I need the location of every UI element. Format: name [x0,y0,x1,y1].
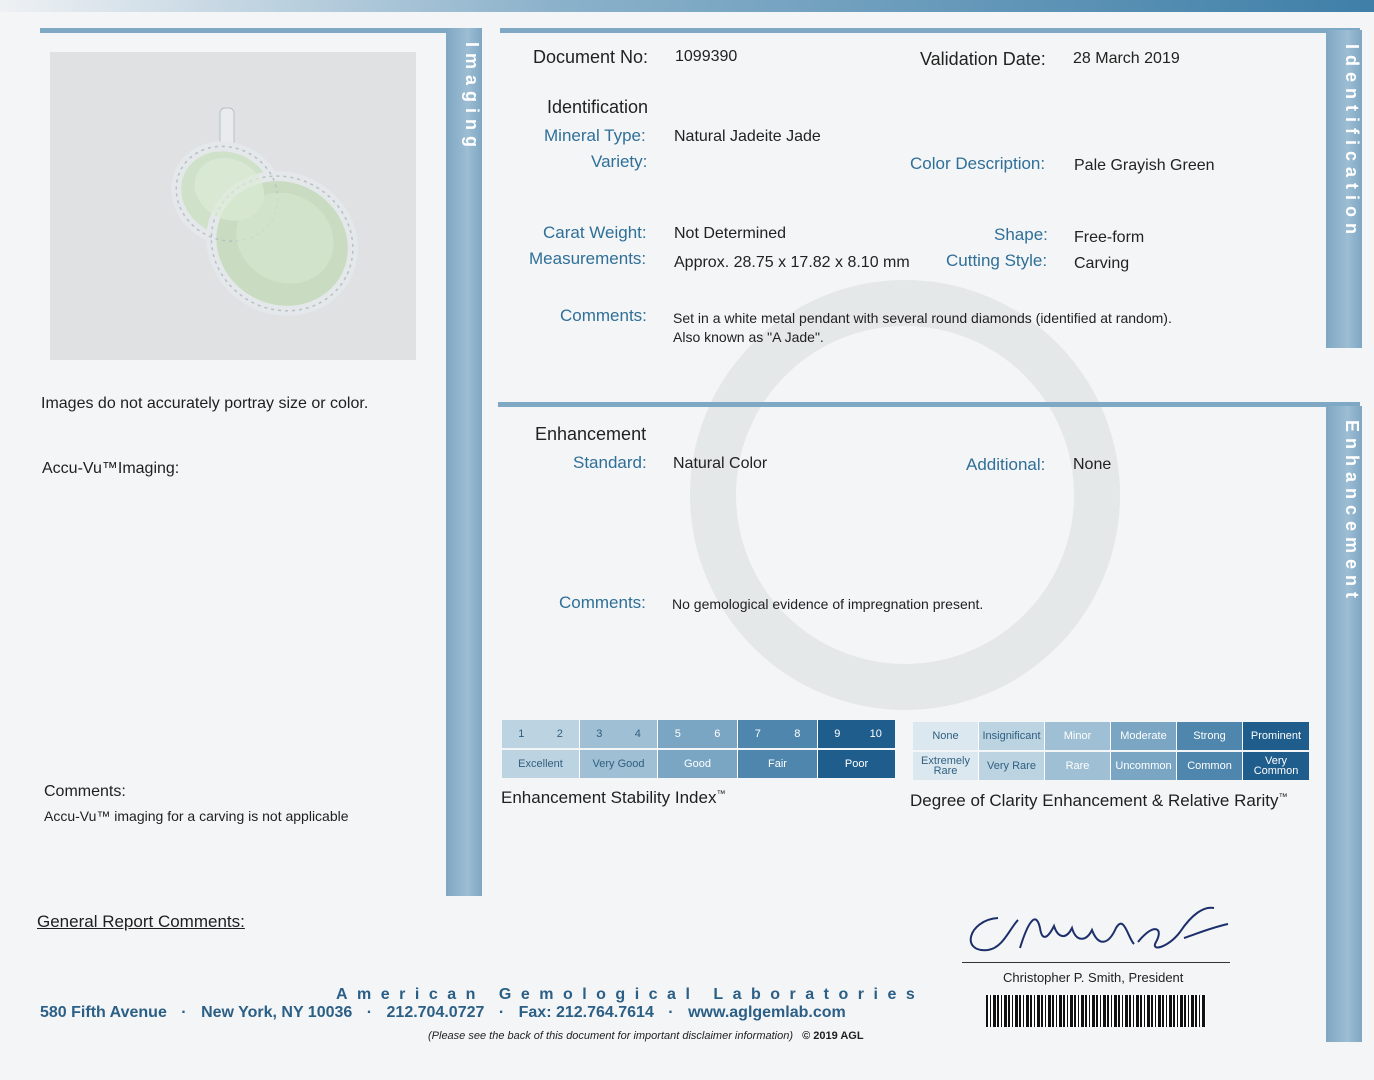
stability-number: 6 [714,728,721,740]
stability-grade: Poor [818,750,895,778]
identification-panel-top-rule [500,28,1360,33]
color-description-label: Color Description: [910,154,1046,173]
stability-number: 1 [518,728,525,740]
shape-label: Shape: [994,225,1048,244]
identification-comments-label: Comments: [560,306,647,325]
signatory-name: Christopher P. Smith, President [1003,970,1184,985]
contact-line: 580 Fifth Avenue · New York, NY 10036 · 212.704.0727 · Fax: 212.764.7614 · www.aglgemlab.com [40,1004,846,1021]
imaging-tab-label: Imaging [462,42,482,154]
clarity-degrees-row [913,722,1309,750]
measurements-label: Measurements: [529,249,647,268]
imaging-panel-top-rule [40,28,480,33]
cutting-style-value: Carving [1074,255,1130,272]
enhancement-comments-label: Comments: [559,593,646,612]
identification-tab [1326,30,1362,348]
barcode [986,995,1206,1027]
clarity-rarity: Extremely Rare [913,752,979,780]
identification-comments-line1: Set in a white metal pendant with several round diamonds (identified at random). [673,310,1172,326]
document-no-value: 1099390 [675,48,738,65]
clarity-enhancement-scale [913,722,1309,780]
stability-number: 5 [674,728,681,740]
clarity-degree: Minor [1045,722,1111,750]
stability-number: 2 [556,728,563,740]
stability-cell-5-6 [658,720,738,748]
clarity-degree: Moderate [1111,722,1177,750]
clarity-rarity: Uncommon [1111,752,1177,780]
stability-grades-row [502,750,895,778]
stability-numbers-row [502,720,895,748]
standard-label: Standard: [573,453,647,472]
signature-line [962,962,1230,963]
enhancement-heading: Enhancement [535,424,647,444]
stability-number: 10 [869,728,882,740]
clarity-rarity: Very Common [1243,752,1309,780]
stability-cell-9-10 [818,720,895,748]
stability-number: 9 [834,728,841,740]
address: 580 Fifth Avenue [40,1004,167,1021]
validation-date-label: Validation Date: [920,49,1046,69]
stability-grade: Excellent [502,750,580,778]
clarity-degree: Insignificant [979,722,1045,750]
trademark-mark: ™ [1278,791,1288,802]
color-description-value: Pale Grayish Green [1074,157,1215,174]
enhancement-tab-label: Enhancement [1342,420,1362,605]
enhancement-comments-value: No gemological evidence of impregnation present. [672,596,984,612]
variety-label: Variety: [591,152,648,171]
disclaimer-text: (Please see the back of this document for important disclaimer information) [428,1030,793,1042]
stability-cell-1-2 [502,720,580,748]
general-report-comments-label: General Report Comments: [37,912,245,931]
signature [958,898,1234,964]
cutting-style-label: Cutting Style: [946,251,1048,270]
identification-heading: Identification [547,97,649,117]
enhancement-panel-top-rule [498,402,1360,407]
clarity-rarity-row [913,752,1309,780]
stability-index-title [501,788,725,808]
trademark-mark: ™ [716,788,726,799]
additional-label: Additional: [966,455,1046,474]
mineral-type-label: Mineral Type: [544,126,646,145]
clarity-rarity: Very Rare [979,752,1045,780]
stability-cell-7-8 [738,720,818,748]
imaging-tab [446,28,482,896]
measurements-value: Approx. 28.75 x 17.82 x 8.10 mm [674,254,910,271]
company-name: American Gemological Laboratories [336,986,925,1003]
fax: Fax: 212.764.7614 [518,1004,654,1021]
pendant-illustration [50,52,416,360]
clarity-degree: None [913,722,979,750]
stability-index-scale [502,720,895,778]
jade-pendant-photo [50,52,416,360]
enhancement-tab [1326,406,1362,1042]
identification-comments-line2: Also known as "A Jade". [673,329,824,345]
carat-weight-value: Not Determined [674,225,787,242]
stability-number: 4 [634,728,641,740]
accuvu-label: Accu-Vu™Imaging: [42,460,180,477]
document-no-label: Document No: [533,47,649,67]
additional-value: None [1073,456,1112,473]
top-banner-strip [0,0,1374,12]
clarity-degree: Prominent [1243,722,1309,750]
stability-number: 8 [794,728,801,740]
clarity-rarity: Common [1177,752,1243,780]
standard-value: Natural Color [673,455,768,472]
stability-grade: Fair [738,750,818,778]
imaging-comments-label: Comments: [44,783,126,800]
signature-drawing [958,898,1234,964]
clarity-title-text: Degree of Clarity Enhancement & Relative Rarity [910,791,1279,810]
phone: 212.704.0727 [386,1004,485,1021]
shape-value: Free-form [1074,229,1145,246]
clarity-rarity: Rare [1045,752,1111,780]
carat-weight-label: Carat Weight: [543,223,647,242]
footer-disclaimer [428,1030,864,1042]
imaging-disclaimer: Images do not accurately portray size or color. [41,395,369,412]
stability-cell-3-4 [580,720,658,748]
mineral-type-value: Natural Jadeite Jade [674,128,821,145]
imaging-comments-text: Accu-Vu™ imaging for a carving is not applicable [44,808,349,824]
stability-grade: Very Good [580,750,658,778]
stability-grade: Good [658,750,738,778]
stability-index-title-text: Enhancement Stability Index [501,788,717,807]
copyright-text: © 2019 AGL [802,1030,864,1042]
stability-number: 7 [754,728,761,740]
validation-date-value: 28 March 2019 [1073,50,1180,67]
city: New York, NY 10036 [201,1004,353,1021]
stability-number: 3 [596,728,603,740]
website-link[interactable]: www.aglgemlab.com [688,1004,846,1021]
clarity-degree: Strong [1177,722,1243,750]
identification-tab-label: Identification [1342,44,1362,240]
clarity-title [910,791,1288,811]
